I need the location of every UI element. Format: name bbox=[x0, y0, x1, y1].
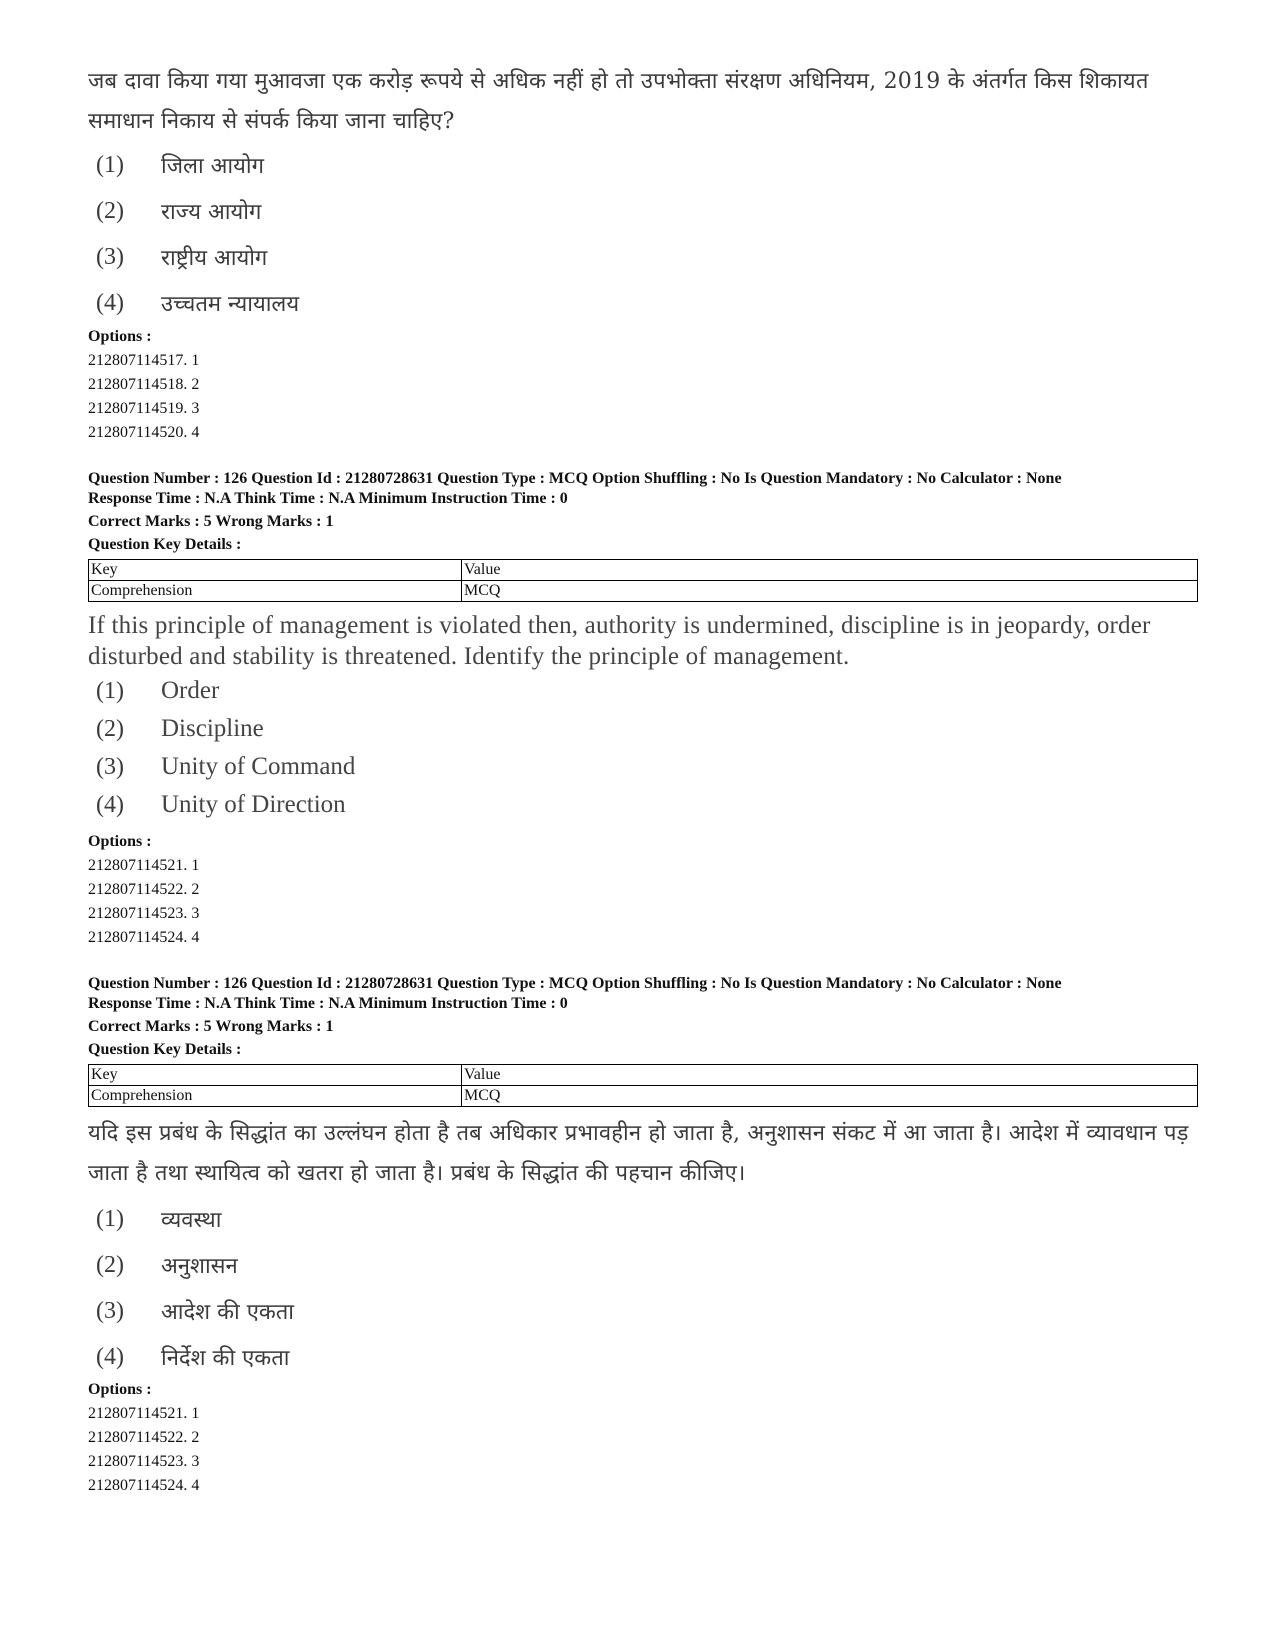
choice-number: (4) bbox=[96, 289, 124, 316]
choice-number: (1) bbox=[96, 151, 124, 178]
table-cell-value: MCQ bbox=[462, 581, 1198, 602]
choice-item bbox=[88, 142, 1198, 188]
choice-number: (4) bbox=[96, 791, 124, 818]
question-2-meta bbox=[88, 469, 1198, 602]
choice-item bbox=[88, 280, 1198, 326]
choice-number: (1) bbox=[96, 677, 124, 704]
choice-text: Discipline bbox=[161, 715, 264, 742]
table-header-key: Key bbox=[89, 560, 462, 581]
choice-text: Unity of Command bbox=[161, 753, 356, 780]
question-3-meta bbox=[88, 974, 1198, 1107]
table-cell-value: MCQ bbox=[462, 1086, 1198, 1107]
choice-text: निर्देश की एकता bbox=[161, 1346, 290, 1371]
table-header-key: Key bbox=[89, 1065, 462, 1086]
option-id: 212807114519. 3 bbox=[88, 400, 200, 417]
question-3 bbox=[88, 1114, 1198, 1194]
choice-text: व्यवस्था bbox=[161, 1208, 222, 1233]
option-id: 212807114517. 1 bbox=[88, 352, 200, 369]
question-meta-line: Question Number : 126 Question Id : 21280728631 Question Type : MCQ Option Shuffling : No Is Question Mandatory : No Calculator : None bbox=[88, 975, 1062, 992]
question-text: यदि इस प्रबंध के सिद्धांत का उल्लंघन होता है तब अधिकार प्रभावहीन हो जाता है, अनुशासन संकट में आ जाता है। आदेश में व्यावधान पड़ जाता है तथा स्थायित्व को खतरा हो जाता है। प्रबंध के सिद्धांत की पहचान कीजिए। bbox=[88, 1121, 1189, 1186]
table-row bbox=[89, 1086, 1198, 1107]
option-id: 212807114523. 3 bbox=[88, 1453, 200, 1470]
question-text: If this principle of management is violated then, authority is undermined, discipline is in jeopardy, order disturbed and stability is threatened. Identify the principle of management. bbox=[88, 612, 1151, 670]
key-value-table bbox=[88, 1064, 1198, 1107]
marks-line: Correct Marks : 5 Wrong Marks : 1 bbox=[88, 513, 334, 530]
key-details-label: Question Key Details : bbox=[88, 1041, 242, 1058]
choice-number: (2) bbox=[96, 1251, 124, 1278]
choice-text: जिला आयोग bbox=[161, 154, 264, 179]
choice-number: (4) bbox=[96, 1343, 124, 1370]
table-row bbox=[89, 1065, 1198, 1086]
choice-text: राष्ट्रीय आयोग bbox=[161, 246, 268, 271]
choice-item bbox=[88, 748, 1198, 786]
option-id: 212807114521. 1 bbox=[88, 1405, 200, 1422]
option-id: 212807114518. 2 bbox=[88, 376, 200, 393]
option-id: 212807114521. 1 bbox=[88, 857, 200, 874]
choice-item bbox=[88, 786, 1198, 824]
option-id: 212807114522. 2 bbox=[88, 881, 200, 898]
choice-item bbox=[88, 1288, 1198, 1334]
question-meta-line: Question Number : 126 Question Id : 21280728631 Question Type : MCQ Option Shuffling : No Is Question Mandatory : No Calculator : None bbox=[88, 470, 1062, 487]
option-id: 212807114522. 2 bbox=[88, 1429, 200, 1446]
choice-item bbox=[88, 1334, 1198, 1380]
choice-text: अनुशासन bbox=[161, 1254, 238, 1279]
table-header-value: Value bbox=[462, 1065, 1198, 1086]
option-id: 212807114523. 3 bbox=[88, 905, 200, 922]
choice-number: (2) bbox=[96, 715, 124, 742]
choice-number: (3) bbox=[96, 753, 124, 780]
choice-text: आदेश की एकता bbox=[161, 1300, 295, 1325]
option-id: 212807114524. 4 bbox=[88, 1477, 200, 1494]
choice-number: (3) bbox=[96, 1297, 124, 1324]
table-cell-key: Comprehension bbox=[89, 1086, 462, 1107]
marks-line: Correct Marks : 5 Wrong Marks : 1 bbox=[88, 1018, 334, 1035]
choice-text: Order bbox=[161, 677, 220, 704]
choice-item bbox=[88, 672, 1198, 710]
option-id: 212807114524. 4 bbox=[88, 929, 200, 946]
table-header-value: Value bbox=[462, 560, 1198, 581]
options-section bbox=[88, 830, 1198, 950]
key-details-label: Question Key Details : bbox=[88, 536, 242, 553]
question-meta-line: Response Time : N.A Think Time : N.A Minimum Instruction Time : 0 bbox=[88, 995, 568, 1012]
options-section bbox=[88, 1378, 1198, 1498]
choice-item bbox=[88, 188, 1198, 234]
question-1 bbox=[88, 62, 1198, 142]
options-label: Options : bbox=[88, 328, 152, 345]
choice-item bbox=[88, 710, 1198, 748]
options-label: Options : bbox=[88, 1381, 152, 1398]
table-row bbox=[89, 581, 1198, 602]
choice-number: (3) bbox=[96, 243, 124, 270]
key-value-table bbox=[88, 559, 1198, 602]
question-meta-line: Response Time : N.A Think Time : N.A Minimum Instruction Time : 0 bbox=[88, 490, 568, 507]
choice-number: (1) bbox=[96, 1205, 124, 1232]
table-row bbox=[89, 560, 1198, 581]
choice-list bbox=[88, 142, 1198, 326]
choice-item bbox=[88, 1242, 1198, 1288]
choice-text: उच्चतम न्यायालय bbox=[161, 292, 300, 317]
table-cell-key: Comprehension bbox=[89, 581, 462, 602]
options-section bbox=[88, 325, 1198, 445]
choice-number: (2) bbox=[96, 197, 124, 224]
options-label: Options : bbox=[88, 833, 152, 850]
question-2 bbox=[88, 610, 1198, 672]
option-id: 212807114520. 4 bbox=[88, 424, 200, 441]
choice-text: राज्य आयोग bbox=[161, 200, 262, 225]
choice-list bbox=[88, 1196, 1198, 1380]
choice-item bbox=[88, 234, 1198, 280]
question-text: जब दावा किया गया मुआवजा एक करोड़ रूपये से अधिक नहीं हो तो उपभोक्ता संरक्षण अधिनियम, 2019 के अंतर्गत किस शिकायत समाधान निकाय से संपर्क किया जाना चाहिए? bbox=[88, 69, 1149, 134]
choice-text: Unity of Direction bbox=[161, 791, 346, 818]
choice-item bbox=[88, 1196, 1198, 1242]
choice-list bbox=[88, 672, 1198, 824]
